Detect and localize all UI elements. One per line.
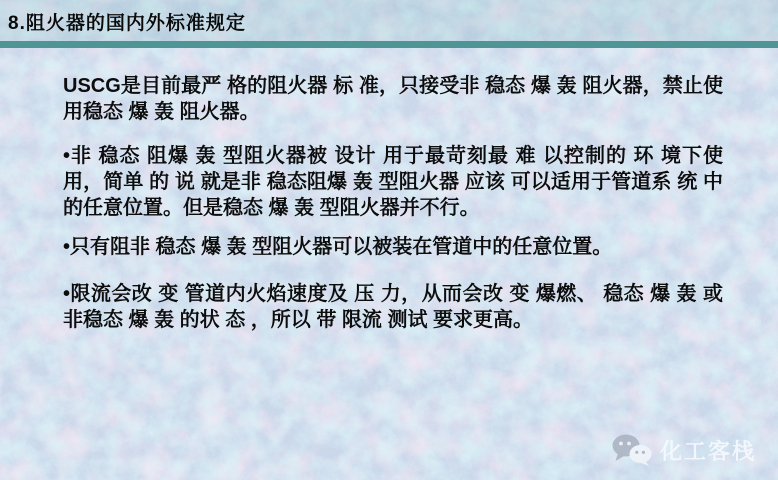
paragraph-unstable-detonation-design: •非 稳态 阻爆 轰 型阻火器被 设计 用于最苛刻最 难 以控制的 环 境下使用，简单 的 说 就是非 稳态阻爆 轰 型阻火器 应该 可以适用于管道系 统 中的任意位置。但是稳态 爆 轰 型阻火器并不行。 — [63, 145, 723, 219]
wechat-icon — [611, 433, 653, 467]
accent-bar — [0, 41, 778, 48]
slide-title: 8.阻火器的国内外标准规定 — [8, 13, 246, 34]
paragraph-uscg-standard: USCG是目前最严 格的阻火器 标 准，只接受非 稳态 爆 轰 阻火器，禁止使用稳态 爆 轰 阻火器。 — [63, 75, 723, 123]
watermark-label: 化工客栈 — [659, 438, 756, 464]
slide-body — [63, 73, 723, 333]
paragraph-flow-restriction: •限流会改 变 管道内火焰速度及 压 力，从而会改 变 爆燃、 稳态 爆 轰 或非稳态 爆 轰 的状 态 ，所以 带 限流 测试 要求更高。 — [63, 283, 723, 331]
paragraph-pipe-any-position: •只有阻非 稳态 爆 轰 型阻火器可以被装在管道中的任意位置。 — [63, 236, 613, 258]
watermark — [611, 433, 756, 467]
